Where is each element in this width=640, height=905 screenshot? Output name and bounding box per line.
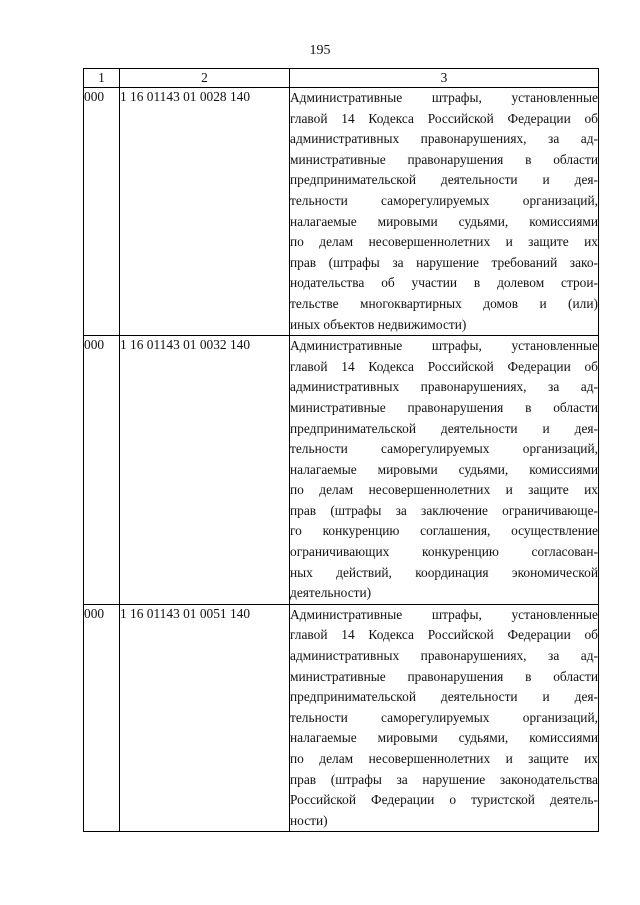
description-line: ограничивающих конкуренцию согласован-	[290, 544, 598, 560]
description-line: тельности саморегулируемых организаций,	[290, 709, 598, 725]
description-line: Российской Федерации о туристской деятель-	[290, 792, 598, 808]
description-line: прав (штрафы за нарушение законодательства	[290, 771, 598, 787]
description-line: министративные правонарушения в области	[290, 668, 598, 684]
description-line: главой 14 Кодекса Российской Федерации об	[290, 358, 598, 374]
description-line: по делам несовершеннолетних и защите их	[290, 234, 598, 250]
description-line: предпринимательской деятельности и дея-	[290, 420, 598, 436]
description-line: предпринимательской деятельности и дея-	[290, 689, 598, 705]
description-line: административных правонарушениях, за ад-	[290, 648, 598, 664]
kbk-code-cell: 1 16 01143 01 0028 140	[120, 88, 290, 336]
page-number: 195	[309, 43, 331, 58]
description-line: министративные правонарушения в области	[290, 151, 598, 167]
description-line: ности)	[290, 812, 328, 828]
description-line: деятельности)	[290, 585, 372, 601]
description-line: тельстве многоквартирных домов и (или)	[290, 295, 598, 311]
admin-code-cell: 000	[84, 336, 120, 605]
kbk-code-cell: 1 16 01143 01 0032 140	[120, 336, 290, 605]
admin-code-cell: 000	[84, 88, 120, 336]
description-line: административных правонарушениях, за ад-	[290, 379, 598, 395]
description-line: тельности саморегулируемых организаций,	[290, 192, 598, 208]
table-row	[84, 604, 599, 832]
description-line: тельности саморегулируемых организаций,	[290, 441, 598, 457]
table-row	[84, 336, 599, 605]
description-line: по делам несовершеннолетних и защите их	[290, 482, 598, 498]
description-line: налагаемые мировыми судьями, комиссиями	[290, 213, 598, 229]
column-header-1: 1	[84, 69, 120, 88]
kbk-code-cell: 1 16 01143 01 0051 140	[120, 604, 290, 832]
description-line: главой 14 Кодекса Российской Федерации об	[290, 110, 598, 126]
column-header-2: 2	[120, 69, 290, 88]
description-line: нодательства об участии в долевом строи-	[290, 275, 598, 291]
description-line: министративные правонарушения в области	[290, 399, 598, 415]
column-header-3: 3	[290, 69, 599, 88]
admin-code-cell: 000	[84, 604, 120, 832]
description-line: предпринимательской деятельности и дея-	[290, 172, 598, 188]
table-header-row	[84, 69, 599, 88]
description-line: налагаемые мировыми судьями, комиссиями	[290, 730, 598, 746]
description-line: Административные штрафы, установленные	[290, 90, 598, 105]
description-line: Административные штрафы, установленные	[290, 338, 598, 354]
table-row	[84, 88, 599, 336]
document-table	[83, 68, 599, 832]
description-line: прав (штрафы за заключение ограничивающе-	[290, 502, 598, 518]
description-line: иных объектов недвижимости)	[290, 316, 467, 332]
description-line: го конкуренцию соглашения, осуществление	[290, 523, 598, 539]
description-line: налагаемые мировыми судьями, комиссиями	[290, 461, 598, 477]
description-line: ных действий, координация экономической	[290, 564, 598, 580]
description-line: главой 14 Кодекса Российской Федерации об	[290, 627, 598, 643]
description-line: по делам несовершеннолетних и защите их	[290, 751, 598, 766]
description-line: административных правонарушениях, за ад-	[290, 131, 598, 147]
description-line: прав (штрафы за нарушение требований зако-	[290, 254, 598, 270]
description-cell	[290, 336, 599, 605]
description-line: Административные штрафы, установленные	[290, 606, 598, 622]
description-cell	[290, 604, 599, 832]
description-cell	[290, 88, 599, 336]
